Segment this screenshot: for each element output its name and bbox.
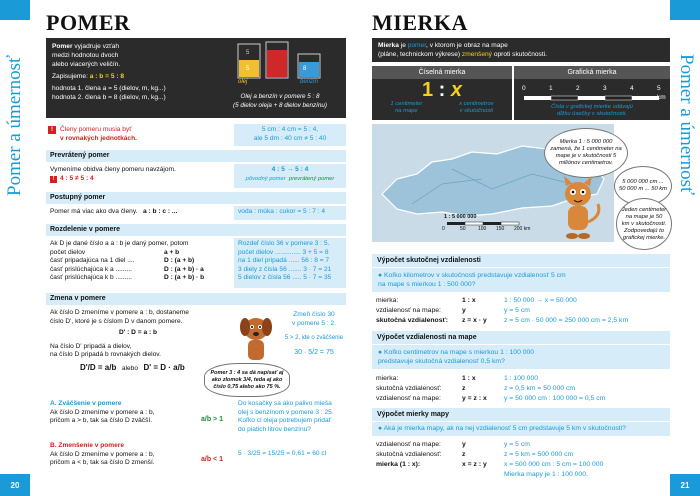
- section-header: Rozdelenie v pomere: [46, 224, 346, 236]
- sidebar-chapter-title: Pomer a úmernosť: [4, 54, 25, 196]
- answer-block: vzdialenosť na mape: y y = 5 cm skutočná vzdialenosť: z z = 5 km = 500 000 cm mierka (1 : x): x = z : y x = 500 000 cm : 5 cm = 100 000 Mierka mapy je 1 : 100 000.: [376, 441, 604, 478]
- division-row: Ak D je dané číslo a a : b je daný pomer, potom počet dielov a + b časť pripadajúca na 1 diel .... D : (a + b) časť prislúchajúca k a ......... D : (a + b) · a časť prislúchajúca k b ......... D : (a + b) · b Rozdeľ číslo 36 v pomere 3 : 5. počet dielov .............. 3 + 5 = 8 na 1 diel pripadá ...... 56 : 8 = 7 3 diely z čísla 56 ....... 3 · 7 = 21 5 dielov z čísla 56 ..... 5 · 7 = 35: [46, 238, 346, 288]
- page-title: POMER: [46, 10, 131, 35]
- bullet-icon: ●: [378, 272, 383, 279]
- tip-bubble: 5 000 000 cm ... 50 000 m ... 50 km: [614, 166, 672, 206]
- graphic-scale-box: Grafická mierka 0 1 2 3 4 5 km Čísla v grafickej mierke udávajú dĺžku úsečky v skutočnosti.: [514, 66, 670, 120]
- change-ratio-block: Ak číslo D zmeníme v pomere a : b, dostaneme číslo D', ktoré je s číslom D v danom pomere. D' : D = a : b Na číslo D' pripadá a dielov, na číslo D pripadá b rovnakých dielov. D'/D = a/b alebo D' = D · a/b Pomer 3 : 4 sa dá napísať aj ako zlomok 3/4, teda aj ako číslo 0,75 alebo ako 75 %. Zmeň číslo 30 v pomere 5 : 2. 5 > 2, ide o zväčšenie 30 · 5/2 = 75: [46, 307, 346, 395]
- scale-tick-label: 4: [630, 85, 634, 92]
- intro-text: Pomer vyjadruje vzťah medzi hodnotou dvoch alebo viacerých veličín. Zapisujeme: a : b = 5 : 8 hodnota 1. člena a = 5 (dielov, m, kg...) hodnota 2. člena b = 8 (dielov, m, kg...): [52, 43, 166, 101]
- section-header: Výpočet skutočnej vzdialenosti: [372, 254, 670, 267]
- sidebar-chapter-title: Pomer a úmernosť: [676, 54, 697, 196]
- intro-box: [46, 38, 346, 118]
- enlarge-row: A. Zväčšenie v pomere Ak číslo D zmeníme v pomere a : b, pričom a > b, tak sa číslo D zväčší. a/b > 1 Do kosačky sa ako palivo mieša olej s benzínom v pomere 3 : 25. Koľko cl oleja potrebujem pridať do piatich litrov benzínu?: [46, 398, 346, 438]
- map-tick-label: 150: [496, 226, 505, 232]
- beakers-icon: [218, 40, 342, 86]
- page-number-right: 21: [670, 474, 700, 496]
- dog-icon: [236, 311, 276, 363]
- illus-caption: Olej a benzín v pomere 5 : 8: [240, 93, 320, 100]
- scale-tick-label: 2: [576, 85, 580, 92]
- right-page: [352, 0, 670, 496]
- answer-block: mierka: 1 : x 1 : 100 000 skutočná vzdialenosť: z z = 0,5 km = 50 000 cm vzdialenosť na mape: y = z : x y = 50 000 cm : 100 000 = 0,5 cm: [376, 375, 606, 402]
- units-warning-row: ! Členy pomeru musia byť v rovnakých jednotkách. 5 cm : 4 cm = 5 : 4, ale 5 dm : 40 cm ≠ 5 : 40: [46, 124, 346, 146]
- scale-tick-label: 1: [549, 85, 553, 92]
- oil-label: olej: [238, 79, 248, 85]
- question-box: ● Koľko centimetrov na mape s mierkou 1 : 100 000 predstavuje skutočná vzdialenosť 0,5 km?: [372, 345, 670, 369]
- question-box: ● Aká je mierka mapy, ak na nej vzdialenosť 5 cm predstavuje 5 km v skutočnosti?: [372, 422, 670, 436]
- section-header: Výpočet vzdialenosti na mape: [372, 331, 670, 344]
- page-title: MIERKA: [372, 10, 468, 35]
- exclamation-icon: !: [48, 126, 56, 134]
- reverse-ratio-row: Vymeníme obidva členy pomeru navzájom. ! 4 : 5 ≠ 5 : 4 4 : 5 → 5 : 4 pôvodný pomer prevrátený pomer: [46, 164, 346, 188]
- svg-text:5: 5: [246, 50, 250, 56]
- map-tick-label: 200 km: [514, 226, 531, 232]
- question-box: ● Koľko kilometrov v skutočnosti predstavuje vzdialenosť 5 cm na mape s mierkou 1 : 500 000?: [372, 268, 670, 292]
- section-header: Výpočet mierky mapy: [372, 408, 670, 421]
- map-scale-label: 1 : 5 000 000: [444, 214, 477, 220]
- map-tick-label: 50: [460, 226, 466, 232]
- illus-caption-2: (5 dielov oleja + 8 dielov benzínu): [233, 102, 327, 109]
- cat-icon: [550, 176, 606, 242]
- map-tick-label: 0: [442, 226, 445, 232]
- tip-bubble: Mierka 1 : 5 000 000 zamená, že 1 centimeter na mape je v skutočnosti 5 miliónov centimetrov.: [544, 128, 628, 178]
- answer-block: mierka: 1 : x 1 : 50 000 → x = 50 000 vzdialenosť na mape: y y = 5 cm skutočná vzdialenosť: z = x · y z = 5 cm · 50 000 = 250 000 cm = 2,5 km: [376, 297, 629, 324]
- graphic-scale-bar: [514, 95, 670, 101]
- tip-bubble: Jeden centimeter na mape je 50 km v skutočnosti. Zodpovedajú to grafickej mierke.: [616, 198, 672, 250]
- left-sidebar: [0, 0, 30, 496]
- petrol-label: benzín: [300, 79, 319, 85]
- exclamation-icon: !: [50, 176, 57, 183]
- reduce-row: B. Zmenšenie v pomere Ak číslo D zmeníme v pomere a : b, pričom a < b, tak sa číslo D zmenší. a/b < 1 5 · 3/25 = 15/25 = 0,61 = 60 cl: [46, 440, 346, 474]
- scale-tick-label: 3: [603, 85, 607, 92]
- right-sidebar: [670, 0, 700, 496]
- svg-text:8: 8: [303, 66, 307, 72]
- page-number-left: 20: [0, 474, 30, 496]
- bullet-icon: ●: [378, 349, 383, 356]
- measuring-cups-illustration: [218, 40, 342, 116]
- cat-mascot: [550, 176, 606, 242]
- map-scale-ticks: [442, 226, 532, 234]
- section-header: Postupný pomer: [46, 192, 346, 204]
- map-tick-label: 100: [478, 226, 487, 232]
- bullet-icon: ●: [378, 425, 383, 432]
- numeric-scale-box: Číselná mierka 1 : x 1 centimeter na mape x centimetrov v skutočnosti: [372, 66, 512, 120]
- scale-tick-label: 0: [522, 85, 526, 92]
- graphic-scale-ticks: [522, 81, 666, 101]
- sidebar-top-band: [670, 0, 700, 20]
- svg-text:5: 5: [246, 66, 250, 72]
- continued-ratio-row: Pomer má viac ako dva členy. a : b : c : ... voda : múka : cukor = 5 : 7 : 4: [46, 206, 346, 220]
- scale-tick-label: 5 km: [657, 85, 666, 101]
- intro-box: Mierka je pomer, v ktorom je obraz na mape (pláne, technickom výkrese) zmenšený oproti skutočnosti.: [372, 38, 670, 62]
- section-header: Prevrátený pomer: [46, 150, 346, 162]
- section-header: Zmena v pomere: [46, 293, 346, 305]
- dog-mascot: [236, 311, 276, 363]
- sidebar-top-band: [0, 0, 30, 20]
- tip-bubble: Pomer 3 : 4 sa dá napísať aj ako zlomok 3/4, teda aj ako číslo 0,75 alebo ako 75 %.: [204, 363, 290, 397]
- left-page: [30, 0, 348, 496]
